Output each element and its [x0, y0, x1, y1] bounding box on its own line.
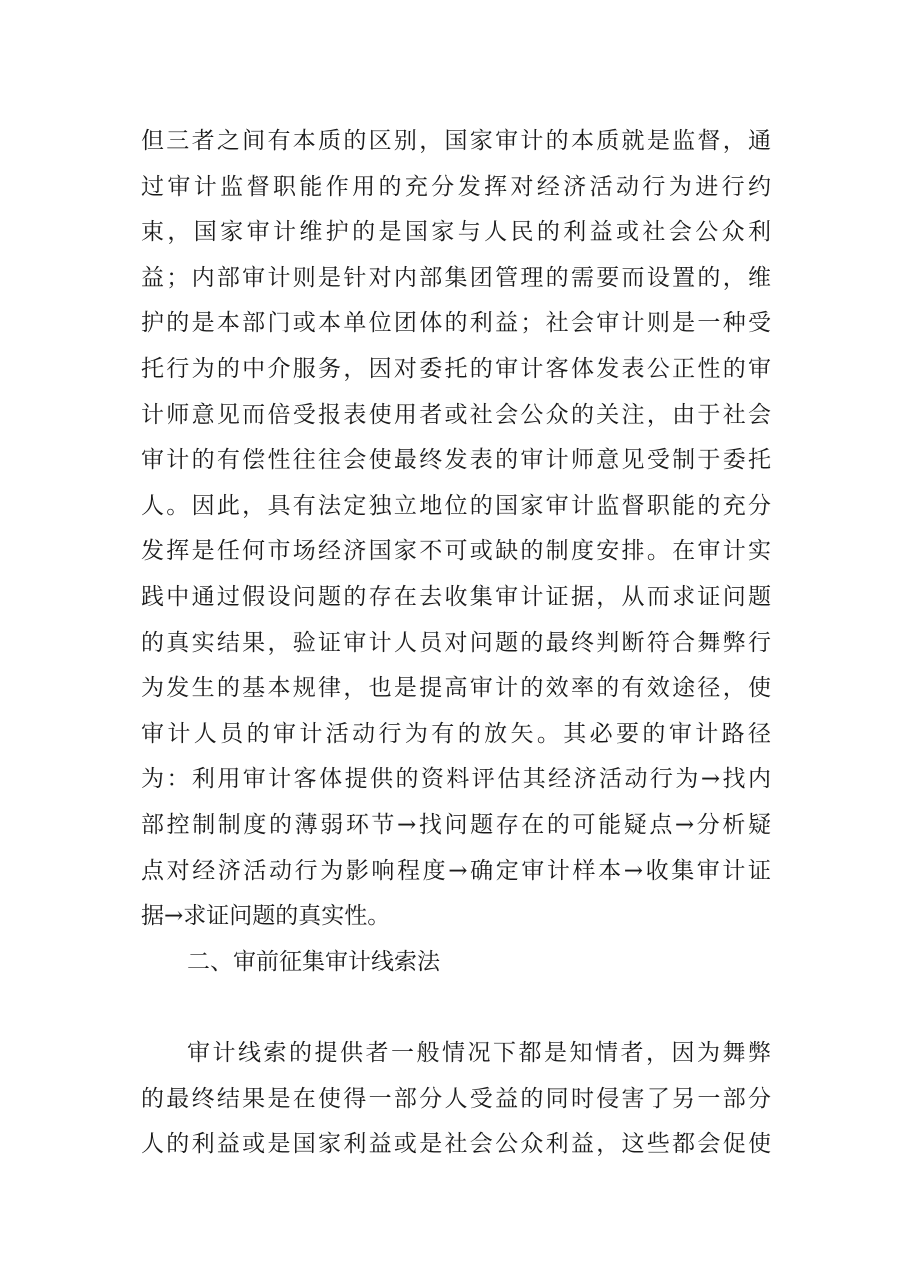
text-line: 为发生的基本规律，也是提高审计的效率的有效途径，使 [141, 675, 771, 702]
text-line: 点对经济活动行为影响程度→确定审计样本→收集审计证 [141, 857, 771, 884]
text-line: 但三者之间有本质的区别，国家审计的本质就是监督，通 [141, 128, 771, 154]
text-line: 审计的有偿性往往会使最终发表的审计师意见受制于委托 [141, 447, 771, 474]
text-line: 践中通过假设问题的存在去收集审计证据，从而求证问题 [141, 583, 771, 610]
text-line: 人的利益或是国家利益或是社会公众利益，这些都会促使 [141, 1131, 771, 1158]
text-line: 部控制制度的薄弱环节→找问题存在的可能疑点→分析疑 [141, 811, 771, 838]
text-line: 的最终结果是在使得一部分人受益的同时侵害了另一部分 [141, 1085, 771, 1112]
text-line: 计师意见而倍受报表使用者或社会公众的关注，由于社会 [141, 401, 771, 428]
text-line: 护的是本部门或本单位团体的利益；社会审计则是一种受 [141, 310, 771, 337]
text-line: 发挥是任何市场经济国家不可或缺的制度安排。在审计实 [141, 538, 771, 565]
text-line: 据→求证问题的真实性。 [141, 903, 391, 930]
paragraph-continuation [141, 119, 771, 940]
text-line: 审计线索的提供者一般情况下都是知情者，因为舞弊 [187, 1040, 771, 1066]
text-line: 束，国家审计维护的是国家与人民的利益或社会公众利 [141, 219, 771, 246]
text-line: 的真实结果，验证审计人员对问题的最终判断符合舞弊行 [141, 629, 771, 656]
paragraph-section-body [141, 1031, 771, 1168]
text-line: 审计人员的审计活动行为有的放矢。其必要的审计路径 [141, 720, 771, 747]
section-heading-text: 二、审前征集审计线索法 [187, 949, 440, 975]
text-line: 托行为的中介服务，因对委托的审计客体发表公正性的审 [141, 355, 771, 382]
text-line: 为：利用审计客体提供的资料评估其经济活动行为→找内 [141, 766, 771, 793]
text-line: 过审计监督职能作用的充分发挥对经济活动行为进行约 [141, 173, 771, 200]
text-line: 益；内部审计则是针对内部集团管理的需要而设置的，维 [141, 264, 771, 291]
section-heading [187, 940, 771, 986]
text-line: 人。因此，具有法定独立地位的国家审计监督职能的充分 [141, 492, 771, 519]
